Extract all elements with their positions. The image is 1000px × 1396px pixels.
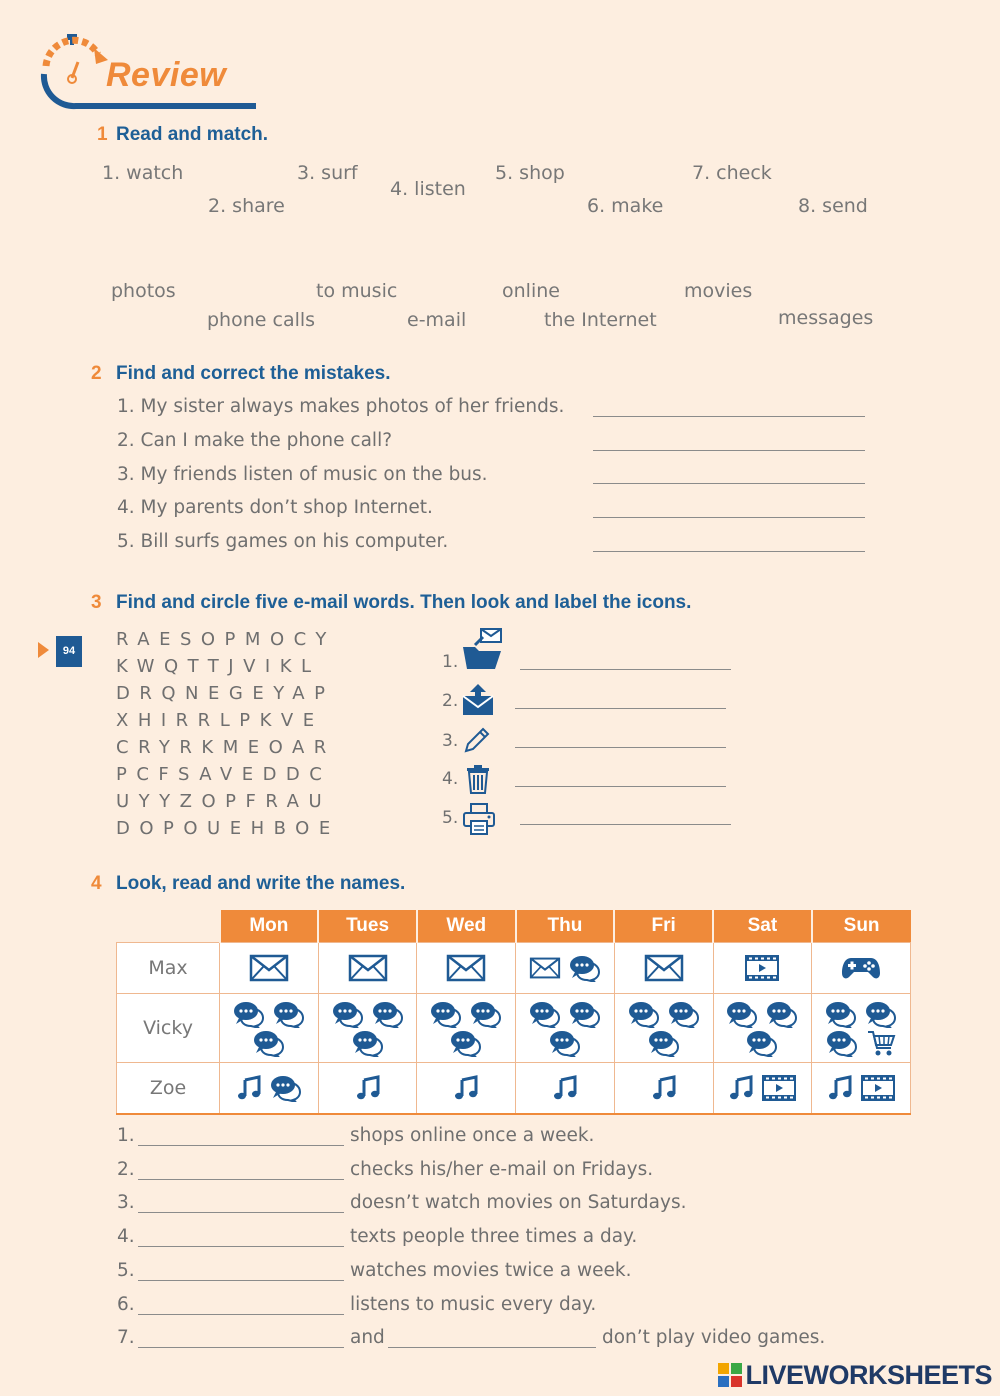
activity-cell xyxy=(220,1063,319,1115)
table-row xyxy=(117,994,911,1063)
activity-cell xyxy=(812,943,911,994)
noun-item[interactable]: the Internet xyxy=(544,309,657,331)
mistake-sentence: 3. My friends listen of music on the bus. xyxy=(117,464,488,485)
icon-label-number: 5. xyxy=(442,808,459,828)
activity-cell xyxy=(318,994,417,1063)
chat-bubble-icon xyxy=(528,1000,562,1028)
noun-item[interactable]: photos xyxy=(111,280,176,302)
table-corner xyxy=(117,910,220,943)
word-search-row[interactable]: PCFSAVEDDC xyxy=(116,764,332,785)
verb-item[interactable]: 6. make xyxy=(587,195,664,217)
mistake-sentence: 2. Can I make the phone call? xyxy=(117,430,393,451)
day-header: Wed xyxy=(417,910,516,943)
item-text: shops online once a week. xyxy=(350,1125,595,1146)
name-answer-line[interactable] xyxy=(138,1347,344,1348)
activity-schedule-table xyxy=(116,910,911,1115)
activity-cell xyxy=(220,994,319,1063)
chat-bubble-icon xyxy=(331,1000,365,1028)
music-note-icon xyxy=(826,1075,854,1101)
word-search-row[interactable]: CRYRKMEOAR xyxy=(116,737,336,758)
activity-cell xyxy=(713,943,812,994)
music-note-icon xyxy=(551,1075,579,1101)
table-row xyxy=(117,1063,911,1115)
day-header: Sun xyxy=(812,910,911,943)
activity-cell xyxy=(614,1063,713,1115)
name-answer-line[interactable] xyxy=(138,1212,344,1213)
inbox-icon xyxy=(461,627,505,671)
item-number: 3. xyxy=(117,1192,135,1213)
section-3-number: 3 xyxy=(91,592,102,613)
activity-cell xyxy=(220,943,319,994)
item-text: listens to music every day. xyxy=(350,1294,597,1315)
activity-cell xyxy=(417,943,516,994)
noun-item[interactable]: phone calls xyxy=(207,309,316,331)
music-note-icon xyxy=(452,1075,480,1101)
chat-bubble-icon xyxy=(548,1029,582,1057)
activity-cell xyxy=(318,943,417,994)
section-4-heading: Look, read and write the names. xyxy=(116,873,406,894)
day-header: Tues xyxy=(318,910,417,943)
chat-bubble-icon xyxy=(269,1074,303,1102)
item-number: 6. xyxy=(117,1294,135,1315)
send-mail-icon xyxy=(461,682,495,716)
chat-bubble-icon xyxy=(725,1000,759,1028)
person-name: Max xyxy=(117,943,220,994)
chat-bubble-icon xyxy=(371,1000,405,1028)
name-answer-line[interactable] xyxy=(388,1347,596,1348)
activity-cell xyxy=(713,994,812,1063)
answer-line[interactable] xyxy=(593,551,865,552)
film-icon xyxy=(761,1075,797,1101)
verb-item[interactable]: 7. check xyxy=(692,162,772,184)
envelope-icon xyxy=(347,954,389,982)
chat-bubble-icon xyxy=(825,1029,859,1057)
film-icon xyxy=(744,955,780,981)
answer-line[interactable] xyxy=(593,450,865,451)
noun-item[interactable]: to music xyxy=(316,280,398,302)
day-header: Fri xyxy=(614,910,713,943)
footer-brand: LIVEWORKSHEETS xyxy=(745,1360,992,1390)
day-header: Mon xyxy=(220,910,319,943)
verb-item[interactable]: 2. share xyxy=(208,195,285,217)
icon-answer-line[interactable] xyxy=(520,669,731,670)
activity-cell xyxy=(614,994,713,1063)
noun-item[interactable]: movies xyxy=(684,280,753,302)
chat-bubble-icon xyxy=(429,1000,463,1028)
icon-answer-line[interactable] xyxy=(515,708,726,709)
activity-cell xyxy=(516,994,615,1063)
icon-answer-line[interactable] xyxy=(515,786,726,787)
envelope-icon xyxy=(445,954,487,982)
chat-bubble-icon xyxy=(351,1029,385,1057)
chat-bubble-icon xyxy=(469,1000,503,1028)
section-1-heading: Read and match. xyxy=(116,124,269,145)
activity-cell xyxy=(516,943,615,994)
item-text: checks his/her e-mail on Fridays. xyxy=(350,1159,654,1180)
envelope-icon xyxy=(248,954,290,982)
item-text: doesn’t watch movies on Saturdays. xyxy=(350,1192,687,1213)
liveworksheets-logo xyxy=(718,1360,992,1391)
noun-item[interactable]: e-mail xyxy=(407,309,467,331)
word-search-row[interactable]: RAESOPMOCY xyxy=(116,629,336,650)
music-note-icon xyxy=(354,1075,382,1101)
icon-label-number: 3. xyxy=(442,731,459,751)
person-name: Zoe xyxy=(117,1063,220,1115)
word-search-row[interactable]: XHIRRLPKVE xyxy=(116,710,324,731)
verb-item[interactable]: 8. send xyxy=(798,195,868,217)
noun-item[interactable]: online xyxy=(502,280,560,302)
activity-cell xyxy=(812,1063,911,1115)
verb-item[interactable]: 4. listen xyxy=(390,178,466,200)
section-2-number: 2 xyxy=(91,363,102,384)
chat-bubble-icon xyxy=(647,1029,681,1057)
day-header: Sat xyxy=(713,910,812,943)
chat-bubble-icon xyxy=(568,1000,602,1028)
item-number: 5. xyxy=(117,1260,135,1281)
mistake-sentence: 1. My sister always makes photos of her friends. xyxy=(117,396,565,417)
item-number: 7. xyxy=(117,1327,135,1348)
chat-bubble-icon xyxy=(864,1000,898,1028)
verb-item[interactable]: 1. watch xyxy=(102,162,184,184)
chat-bubble-icon xyxy=(627,1000,661,1028)
item-text: don’t play video games. xyxy=(602,1327,826,1348)
word-search-row[interactable]: DRQNEGEYAP xyxy=(116,683,335,704)
section-2-heading: Find and correct the mistakes. xyxy=(116,363,391,384)
section-3-heading: Find and circle five e-mail words. Then look and label the icons. xyxy=(116,592,692,613)
gamepad-icon xyxy=(840,955,882,981)
chat-bubble-icon xyxy=(449,1029,483,1057)
item-number: 4. xyxy=(117,1226,135,1247)
section-1-number: 1 xyxy=(97,124,108,145)
activity-cell xyxy=(713,1063,812,1115)
envelope-icon xyxy=(528,957,562,979)
item-text: watches movies twice a week. xyxy=(350,1260,632,1281)
pencil-icon xyxy=(463,726,491,754)
chat-bubble-icon xyxy=(252,1029,286,1057)
music-note-icon xyxy=(235,1075,263,1101)
film-icon xyxy=(860,1075,896,1101)
name-answer-line[interactable] xyxy=(138,1314,344,1315)
activity-cell xyxy=(516,1063,615,1115)
chat-bubble-icon xyxy=(765,1000,799,1028)
day-header: Thu xyxy=(516,910,615,943)
chat-bubble-icon xyxy=(745,1029,779,1057)
name-answer-line[interactable] xyxy=(138,1246,344,1247)
mistake-sentence: 5. Bill surfs games on his computer. xyxy=(117,531,449,552)
verb-item[interactable]: 5. shop xyxy=(495,162,565,184)
word-search-row[interactable]: KWQTTJVIKL xyxy=(116,656,321,677)
icon-answer-line[interactable] xyxy=(520,824,731,825)
icon-label-number: 4. xyxy=(442,769,459,789)
chat-bubble-icon xyxy=(272,1000,306,1028)
page-arrow-icon xyxy=(38,642,49,658)
name-answer-line[interactable] xyxy=(138,1179,344,1180)
chat-bubble-icon xyxy=(232,1000,266,1028)
verb-item[interactable]: 3. surf xyxy=(297,162,358,184)
printer-icon xyxy=(462,802,496,836)
icon-label-number: 1. xyxy=(442,652,459,672)
activity-cell xyxy=(318,1063,417,1115)
chat-bubble-icon xyxy=(667,1000,701,1028)
trash-icon xyxy=(465,764,491,794)
name-answer-line[interactable] xyxy=(138,1145,344,1146)
chat-bubble-icon xyxy=(568,954,602,982)
activity-cell xyxy=(417,994,516,1063)
envelope-icon xyxy=(643,954,685,982)
answer-line[interactable] xyxy=(593,483,865,484)
table-row xyxy=(117,943,911,994)
word-search-row[interactable]: UYYZOPFRAU xyxy=(116,791,332,812)
item-text: and xyxy=(350,1327,385,1348)
chat-bubble-icon xyxy=(824,1000,858,1028)
item-text: texts people three times a day. xyxy=(350,1226,638,1247)
mistake-sentence: 4. My parents don’t shop Internet. xyxy=(117,497,433,518)
music-note-icon xyxy=(650,1075,678,1101)
noun-item[interactable]: messages xyxy=(778,307,874,329)
person-name: Vicky xyxy=(117,994,220,1063)
item-number: 1. xyxy=(117,1125,135,1146)
activity-cell xyxy=(417,1063,516,1115)
activity-cell xyxy=(812,994,911,1063)
item-number: 2. xyxy=(117,1159,135,1180)
name-answer-line[interactable] xyxy=(138,1280,344,1281)
section-4-number: 4 xyxy=(91,873,102,894)
music-note-icon xyxy=(727,1075,755,1101)
answer-line[interactable] xyxy=(593,517,865,518)
icon-answer-line[interactable] xyxy=(515,747,726,748)
shopping-cart-icon xyxy=(865,1029,897,1057)
icon-label-number: 2. xyxy=(442,691,459,711)
answer-line[interactable] xyxy=(593,416,865,417)
page-number-badge: 94 xyxy=(56,636,82,667)
liveworksheets-logo-icon xyxy=(718,1363,742,1387)
page-title: Review xyxy=(106,56,227,94)
word-search-row[interactable]: DOPOUEHBOE xyxy=(116,818,340,839)
activity-cell xyxy=(614,943,713,994)
